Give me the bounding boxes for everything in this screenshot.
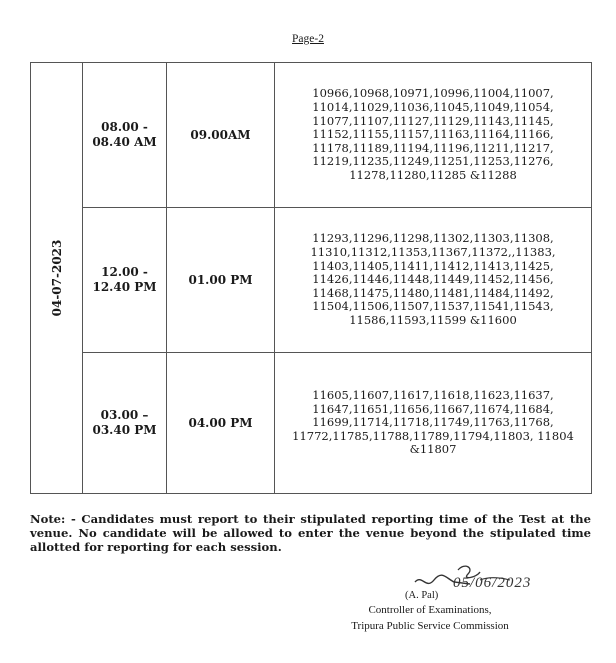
test-time-cell: 09.00AM — [167, 63, 275, 208]
reporting-time-start: 12.00 - — [101, 265, 148, 279]
reporting-time-cell — [83, 208, 167, 353]
page-number-label: Page-2 — [292, 33, 324, 45]
reporting-time-end: 08.40 AM — [92, 135, 157, 149]
table-row — [31, 208, 592, 353]
table-row — [31, 63, 592, 208]
reporting-time-start: 08.00 - — [101, 120, 148, 134]
roll-numbers-cell: 10966,10968,10971,10996,11004,11007, 11014,11029,11036,11045,11049,11054, 11077,11107,11127,11129,11143,11145, 11152,11155,11157,11163,11164,11166, 11178,11189,11194,11196,11211,11217, 11219,11235,11249,11251,11253,11276, 11278,11280,11285 &11288 — [275, 63, 592, 208]
reporting-time-end: 03.40 PM — [92, 423, 157, 437]
note-paragraph: Note: - Candidates must report to their stipulated reporting time of the Test at the venue. No candidate will be allowed to enter the venue beyond the stipulated time allotted for reporting for each session. — [30, 512, 591, 554]
date-cell — [31, 63, 83, 494]
reporting-time-cell — [83, 63, 167, 208]
signatory-organization: Tripura Public Service Commission — [351, 620, 509, 632]
roll-numbers-cell: 11293,11296,11298,11302,11303,11308, 11310,11312,11353,11367,11372,,11383, 11403,11405,11411,11412,11413,11425, 11426,11446,11448,11449,11452,11456, 11468,11475,11480,11481,11484,11492, 11504,11506,11507,11537,11541,11543, 11586,11593,11599 &11600 — [275, 208, 592, 353]
roll-numbers-cell: 11605,11607,11617,11618,11623,11637, 11647,11651,11656,11667,11674,11684, 11699,11714,11718,11749,11763,11768, 11772,11785,11788,11789,11794,11803, 11804 &11807 — [275, 353, 592, 494]
exam-date: 04-07-2023 — [49, 239, 64, 317]
test-time-cell: 01.00 PM — [167, 208, 275, 353]
exam-schedule-table — [30, 62, 592, 494]
signatory-designation: Controller of Examinations, — [368, 604, 492, 616]
table-row — [31, 353, 592, 494]
reporting-time-start: 03.00 – — [100, 408, 149, 422]
signatory-name: (A. Pal) — [405, 590, 439, 601]
signature-date: 05/06/2023 — [453, 575, 532, 591]
reporting-time-end: 12.40 PM — [92, 280, 157, 294]
reporting-time-cell — [83, 353, 167, 494]
test-time-cell: 04.00 PM — [167, 353, 275, 494]
